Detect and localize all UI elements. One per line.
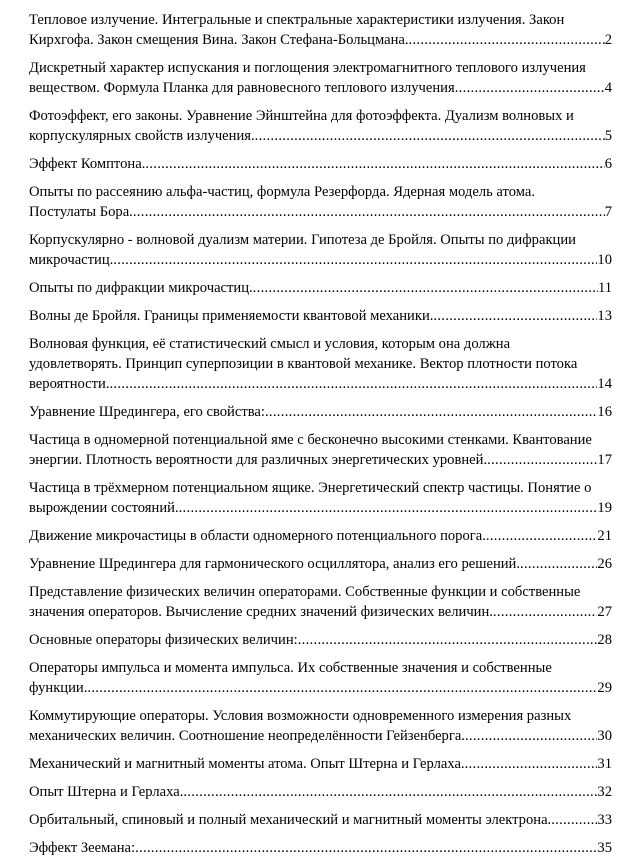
toc-page-number: 30 [597,728,612,744]
toc-entry-last-line [29,630,612,650]
toc-entry-last-line [29,726,612,746]
toc-entry-title-line: Представление физических величин операторами. Собственные функции и собственные [29,584,581,600]
toc-entry-title-line: Операторы импульса и момента импульса. Их собственные значения и собственные [29,660,552,676]
toc-dot-leader [133,202,605,222]
toc-dot-leader [253,278,598,298]
toc-entry-title-end: Постулаты Бора. [29,204,133,220]
toc-page-number: 2 [604,32,612,48]
toc-entry-title-end: Уравнение Шредингера, его свойства: [29,404,265,420]
toc-entry[interactable] [29,838,612,858]
toc-entry-title-line: Волновая функция, её статистический смысл и условия, которым она должна [29,336,511,352]
toc-entry-title-end: Орбитальный, спиновый и полный механический и магнитный моменты электрона. [29,812,552,828]
toc-entry-title-line: Частица в трёхмерном потенциальном ящике. Энергетический спектр частицы. Понятие о [29,480,592,496]
toc-entry-title-end: микрочастиц. [29,252,114,268]
toc-entry-title-end: Кирхгофа. Закон смещения Вина. Закон Стефана-Больцмана. [29,32,409,48]
toc-entry-last-line [29,810,612,830]
toc-entry-last-line [29,306,612,326]
toc-entry-title-end: веществом. Формула Планка для равновесного теплового излучения [29,80,455,96]
toc-entry-last-line [29,450,612,470]
toc-dot-leader [265,402,597,422]
toc-entry-last-line [29,278,612,298]
toc-entry-last-line [29,250,612,270]
toc-page-number: 35 [597,840,612,856]
toc-entry[interactable] [29,106,612,146]
toc-entry-title-line: Коммутирующие операторы. Условия возможности одновременного измерения разных [29,708,572,724]
toc-page-number: 17 [597,452,612,468]
toc-dot-leader [465,726,597,746]
toc-entry[interactable] [29,810,612,830]
toc-dot-leader [520,554,597,574]
toc-entry[interactable] [29,754,612,774]
toc-entry-title-end: вырождении состояний. [29,500,179,516]
toc-page-number: 6 [604,156,612,172]
toc-dot-leader [298,630,598,650]
toc-entry[interactable] [29,658,612,698]
toc-entry[interactable] [29,182,612,222]
toc-page-number: 28 [597,632,612,648]
toc-entry-title-end: Эффект Комптона. [29,156,146,172]
table-of-contents [29,10,612,866]
toc-entry-title-end: значения операторов. Вычисление средних значений физических величин. [29,604,493,620]
toc-entry[interactable] [29,782,612,802]
toc-entry-title-line: удовлетворять. Принцип суперпозиции в квантовой механике. Вектор плотности потока [29,356,578,372]
toc-dot-leader [145,154,604,174]
toc-entry-title-line: Опыты по рассеянию альфа-частиц, формула Резерфорда. Ядерная модель атома. [29,184,535,200]
toc-entry-last-line [29,202,612,222]
toc-entry-title-end: Движение микрочастицы в области одномерного потенциального порога. [29,528,486,544]
toc-entry-title-line: Частица в одномерной потенциальной яме с бесконечно высокими стенками. Квантование [29,432,592,448]
toc-entry[interactable] [29,554,612,574]
toc-entry-last-line [29,602,612,622]
toc-dot-leader [179,498,598,518]
toc-page-number: 33 [597,812,612,828]
toc-entry-title-end: Основные операторы физических величин: [29,632,298,648]
toc-dot-leader [455,78,605,98]
toc-entry-last-line [29,402,612,422]
toc-entry-last-line [29,498,612,518]
toc-entry-title-end: вероятности. [29,376,110,392]
toc-entry[interactable] [29,278,612,298]
toc-entry-title-end: функции. [29,680,88,696]
toc-dot-leader [255,126,605,146]
toc-entry[interactable] [29,582,612,622]
toc-entry-title-end: энергии. Плотность вероятности для различных энергетических уровней. [29,452,488,468]
toc-page-number: 4 [604,80,612,96]
toc-entry-title-end: корпускулярных свойств излучения. [29,128,255,144]
toc-dot-leader [551,810,597,830]
toc-page-number: 11 [597,280,612,296]
toc-dot-leader [183,782,597,802]
toc-entry-last-line [29,526,612,546]
toc-entry-title-line: Фотоэффект, его законы. Уравнение Эйнштейна для фотоэффекта. Дуализм волновых и [29,108,574,124]
toc-dot-leader [409,30,605,50]
toc-page-number: 21 [597,528,612,544]
toc-page-number: 29 [597,680,612,696]
toc-entry[interactable] [29,154,612,174]
toc-entry-last-line [29,78,612,98]
toc-page-number: 7 [604,204,612,220]
toc-entry-last-line [29,754,612,774]
toc-entry[interactable] [29,430,612,470]
toc-entry[interactable] [29,630,612,650]
toc-dot-leader [113,250,597,270]
toc-entry[interactable] [29,526,612,546]
toc-entry[interactable] [29,478,612,518]
toc-entry-title-end: Уравнение Шредингера для гармонического осциллятора, анализ его решений. [29,556,521,572]
toc-page-number: 32 [597,784,612,800]
toc-entry[interactable] [29,334,612,394]
toc-entry-last-line [29,554,612,574]
toc-entry-title-end: Опыты по дифракции микрочастиц. [29,280,253,296]
toc-entry-last-line [29,154,612,174]
toc-entry-title-end: Волны де Бройля. Границы применяемости квантовой механики. [29,308,434,324]
toc-entry-last-line [29,678,612,698]
toc-entry[interactable] [29,230,612,270]
toc-page-number: 27 [597,604,612,620]
toc-entry-title-end: Опыт Штерна и Герлаха. [29,784,184,800]
toc-entry-last-line [29,126,612,146]
toc-entry[interactable] [29,706,612,746]
toc-page-number: 19 [597,500,612,516]
toc-page-number: 31 [597,756,612,772]
toc-entry-title-end: механических величин. Соотношение неопределённости Гейзенберга. [29,728,465,744]
toc-page-number: 26 [597,556,612,572]
toc-entry-title-line: Корпускулярно - волновой дуализм материи. Гипотеза де Бройля. Опыты по дифракции [29,232,576,248]
toc-entry[interactable] [29,10,612,50]
toc-dot-leader [87,678,597,698]
toc-dot-leader [486,526,598,546]
toc-page-number: 5 [604,128,612,144]
toc-page-number: 16 [597,404,612,420]
toc-entry[interactable] [29,402,612,422]
toc-page-number: 13 [597,308,612,324]
toc-dot-leader [135,838,597,858]
toc-entry-title-line: Дискретный характер испускания и поглощения электромагнитного теплового излучения [29,60,586,76]
toc-dot-leader [487,450,597,470]
toc-entry-last-line [29,30,612,50]
toc-entry[interactable] [29,58,612,98]
toc-dot-leader [109,374,597,394]
toc-dot-leader [493,602,597,622]
toc-entry-title-line: Тепловое излучение. Интегральные и спектральные характеристики излучения. Закон [29,12,565,28]
toc-page-number: 10 [597,252,612,268]
toc-entry[interactable] [29,306,612,326]
toc-entry-title-end: Эффект Зеемана: [29,840,136,856]
toc-dot-leader [433,306,597,326]
toc-entry-title-end: Механический и магнитный моменты атома. Опыт Штерна и Герлаха. [29,756,465,772]
toc-dot-leader [465,754,598,774]
toc-entry-last-line [29,782,612,802]
toc-entry-last-line [29,838,612,858]
toc-page-number: 14 [597,376,612,392]
toc-entry-last-line [29,374,612,394]
